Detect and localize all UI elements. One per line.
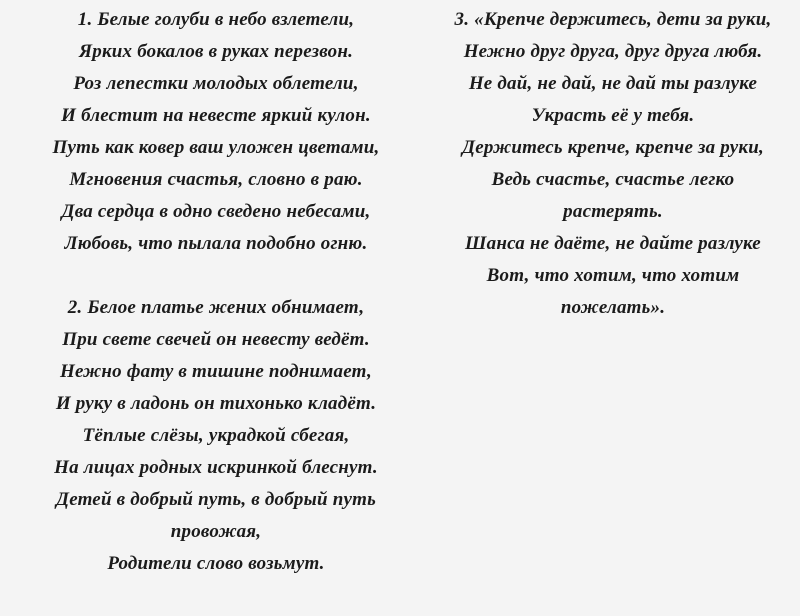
verse-line: Детей в добрый путь, в добрый путь <box>56 489 376 510</box>
verse-line: провожая, <box>170 521 262 542</box>
verse-line: При свете свечей он невесту ведёт. <box>62 329 370 350</box>
right-column <box>413 4 800 324</box>
verse-line: растерять. <box>563 201 663 222</box>
verse-line: Украсть её у тебя. <box>531 105 695 126</box>
verse-line: Роз лепестки молодых облетели, <box>73 73 359 94</box>
verse-line: Мгновения счастья, словно в раю. <box>69 169 363 190</box>
stanza-1 <box>14 4 418 260</box>
verse-line: Держитесь крепче, крепче за руки, <box>462 137 764 158</box>
verse-line: Любовь, что пылала подобно огню. <box>64 233 368 254</box>
verse-line: Два сердца в одно сведено небесами, <box>61 201 371 222</box>
verse-line: Тёплые слёзы, украдкой сбегая, <box>82 425 350 446</box>
left-column <box>14 4 418 580</box>
verse-line: Родители слово возьмут. <box>107 553 325 574</box>
verse-line: Ярких бокалов в руках перезвон. <box>78 41 354 62</box>
verse-line: 2. Белое платье жених обнимает, <box>67 297 365 318</box>
verse-line: 3. «Крепче держитесь, дети за руки, <box>454 9 772 30</box>
verse-line: Ведь счастье, счастье легко <box>491 169 735 190</box>
verse-line: На лицах родных искринкой блеснут. <box>54 457 378 478</box>
verse-line: 1. Белые голуби в небо взлетели, <box>77 9 355 30</box>
verse-line: Шанса не даёте, не дайте разлуке <box>465 233 761 254</box>
verse-line: Нежно друг друга, друг друга любя. <box>463 41 763 62</box>
verse-line: пожелать». <box>560 297 666 318</box>
verse-line: Путь как ковер ваш уложен цветами, <box>52 137 380 158</box>
verse-line: И блестит на невесте яркий кулон. <box>61 105 371 126</box>
stanza-2 <box>14 292 418 580</box>
stanza-3 <box>413 4 800 324</box>
verse-line: Вот, что хотим, что хотим <box>486 265 740 286</box>
verse-line: Нежно фату в тишине поднимает, <box>60 361 372 382</box>
verse-line: Не дай, не дай, не дай ты разлуке <box>468 73 758 94</box>
verse-line: И руку в ладонь он тихонько кладёт. <box>55 393 377 414</box>
